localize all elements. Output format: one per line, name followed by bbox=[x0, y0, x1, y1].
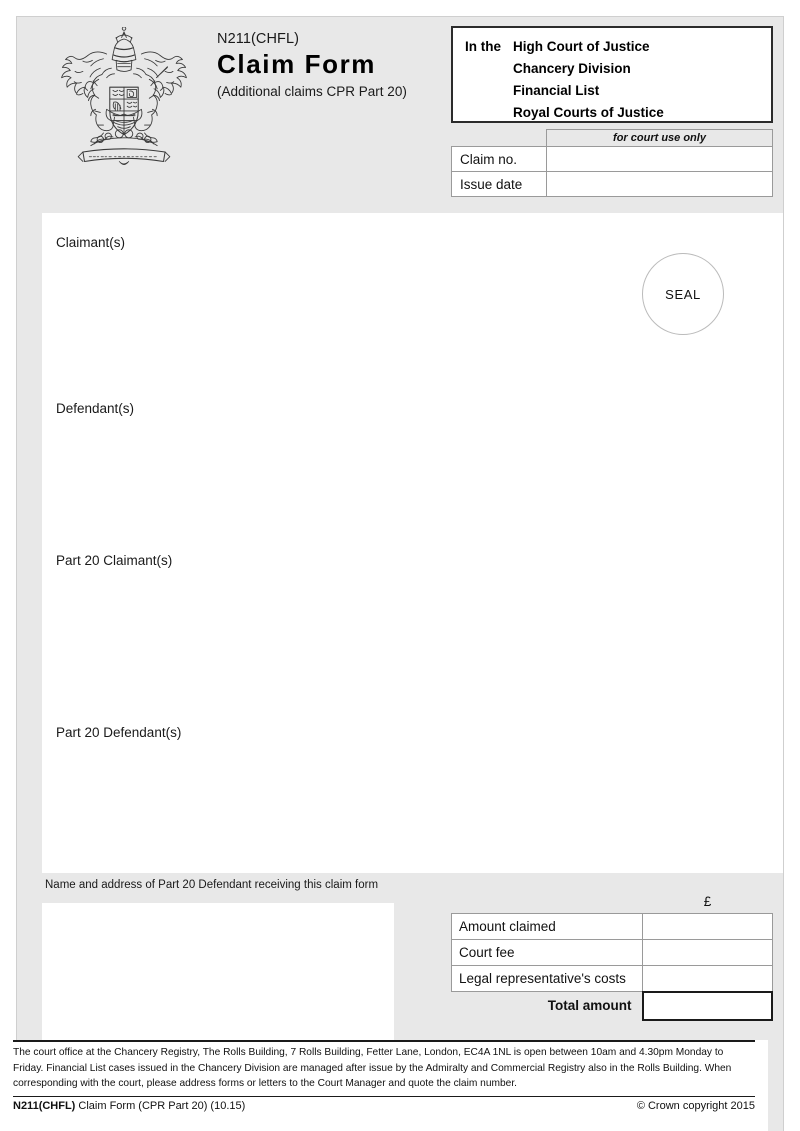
footer-divider-top bbox=[13, 1040, 755, 1042]
court-office-note: The court office at the Chancery Registry, The Rolls Building, 7 Rolls Building, Fetter Lane, London, EC4A 1NL is open between 10am and 4.30pm Monday to Friday. Financial List cases issued in the Chancery Division are managed after issue by the Admiralty and Commercial Registry also in the Rolls Building. When corresponding with the court, please address forms or letters to the Court Manager and quote the claim number. bbox=[13, 1047, 732, 1089]
court-line-2: Chancery Division bbox=[513, 60, 631, 76]
court-line-3: Financial List bbox=[513, 82, 600, 98]
court-line-4: Royal Courts of Justice bbox=[513, 104, 664, 120]
court-line-1: High Court of Justice bbox=[513, 39, 650, 54]
amount-claimed-label: Amount claimed bbox=[452, 914, 643, 940]
spacer-cell bbox=[452, 130, 547, 147]
claim-no-label: Claim no. bbox=[452, 147, 547, 172]
table-row bbox=[452, 966, 773, 992]
part20-defendant-address-label: Name and address of Part 20 Defendant receiving this claim form bbox=[45, 879, 379, 891]
claim-no-row bbox=[452, 147, 773, 172]
currency-symbol: £ bbox=[703, 894, 712, 909]
court-fee-field[interactable] bbox=[643, 940, 773, 966]
for-court-use-only-label: for court use only bbox=[547, 130, 773, 147]
form-title-block bbox=[217, 31, 447, 99]
page-title: Claim Form bbox=[217, 49, 377, 79]
table-row bbox=[452, 940, 773, 966]
total-amount-label: Total amount bbox=[547, 998, 632, 1014]
form-sheet bbox=[16, 16, 784, 1131]
copyright-notice: © Crown copyright 2015 bbox=[636, 1100, 755, 1112]
total-amount-field[interactable] bbox=[643, 992, 773, 1020]
part20-defendant-address-field[interactable] bbox=[42, 903, 394, 1047]
claim-reference-table bbox=[451, 129, 773, 197]
parties-panel bbox=[42, 213, 783, 873]
form-header bbox=[17, 17, 783, 211]
legal-costs-field[interactable] bbox=[643, 966, 773, 992]
footer-form-description: Claim Form (CPR Part 20) (10.15) bbox=[75, 1100, 246, 1112]
court-name-lines bbox=[513, 36, 664, 123]
defendant-label: Defendant(s) bbox=[56, 401, 135, 416]
part20-defendant-label: Part 20 Defendant(s) bbox=[56, 725, 182, 740]
in-the-label: In the bbox=[465, 39, 501, 54]
form-code: N211(CHFL) bbox=[217, 31, 300, 47]
legal-costs-label: Legal representative's costs bbox=[452, 966, 643, 992]
footer-meta bbox=[13, 1100, 755, 1112]
footer-divider-mid bbox=[13, 1096, 755, 1097]
court-details-box bbox=[451, 26, 773, 123]
form-footer bbox=[0, 1040, 768, 1131]
court-use-row bbox=[452, 130, 773, 147]
amount-claimed-field[interactable] bbox=[643, 914, 773, 940]
claim-no-field[interactable] bbox=[547, 147, 773, 172]
claimant-label: Claimant(s) bbox=[56, 235, 126, 250]
royal-coat-of-arms-icon bbox=[45, 27, 203, 179]
issue-date-field[interactable] bbox=[547, 172, 773, 197]
footer-form-reference bbox=[13, 1100, 245, 1112]
footer-form-code: N211(CHFL) bbox=[13, 1100, 76, 1112]
amounts-table bbox=[451, 913, 773, 1021]
part20-claimant-label: Part 20 Claimant(s) bbox=[56, 553, 173, 568]
court-fee-label: Court fee bbox=[452, 940, 643, 966]
table-row bbox=[452, 914, 773, 940]
form-subtitle: (Additional claims CPR Part 20) bbox=[217, 83, 407, 99]
issue-date-row bbox=[452, 172, 773, 197]
seal-stamp: SEAL bbox=[642, 253, 724, 335]
issue-date-label: Issue date bbox=[452, 172, 547, 197]
table-row-total bbox=[452, 992, 773, 1020]
